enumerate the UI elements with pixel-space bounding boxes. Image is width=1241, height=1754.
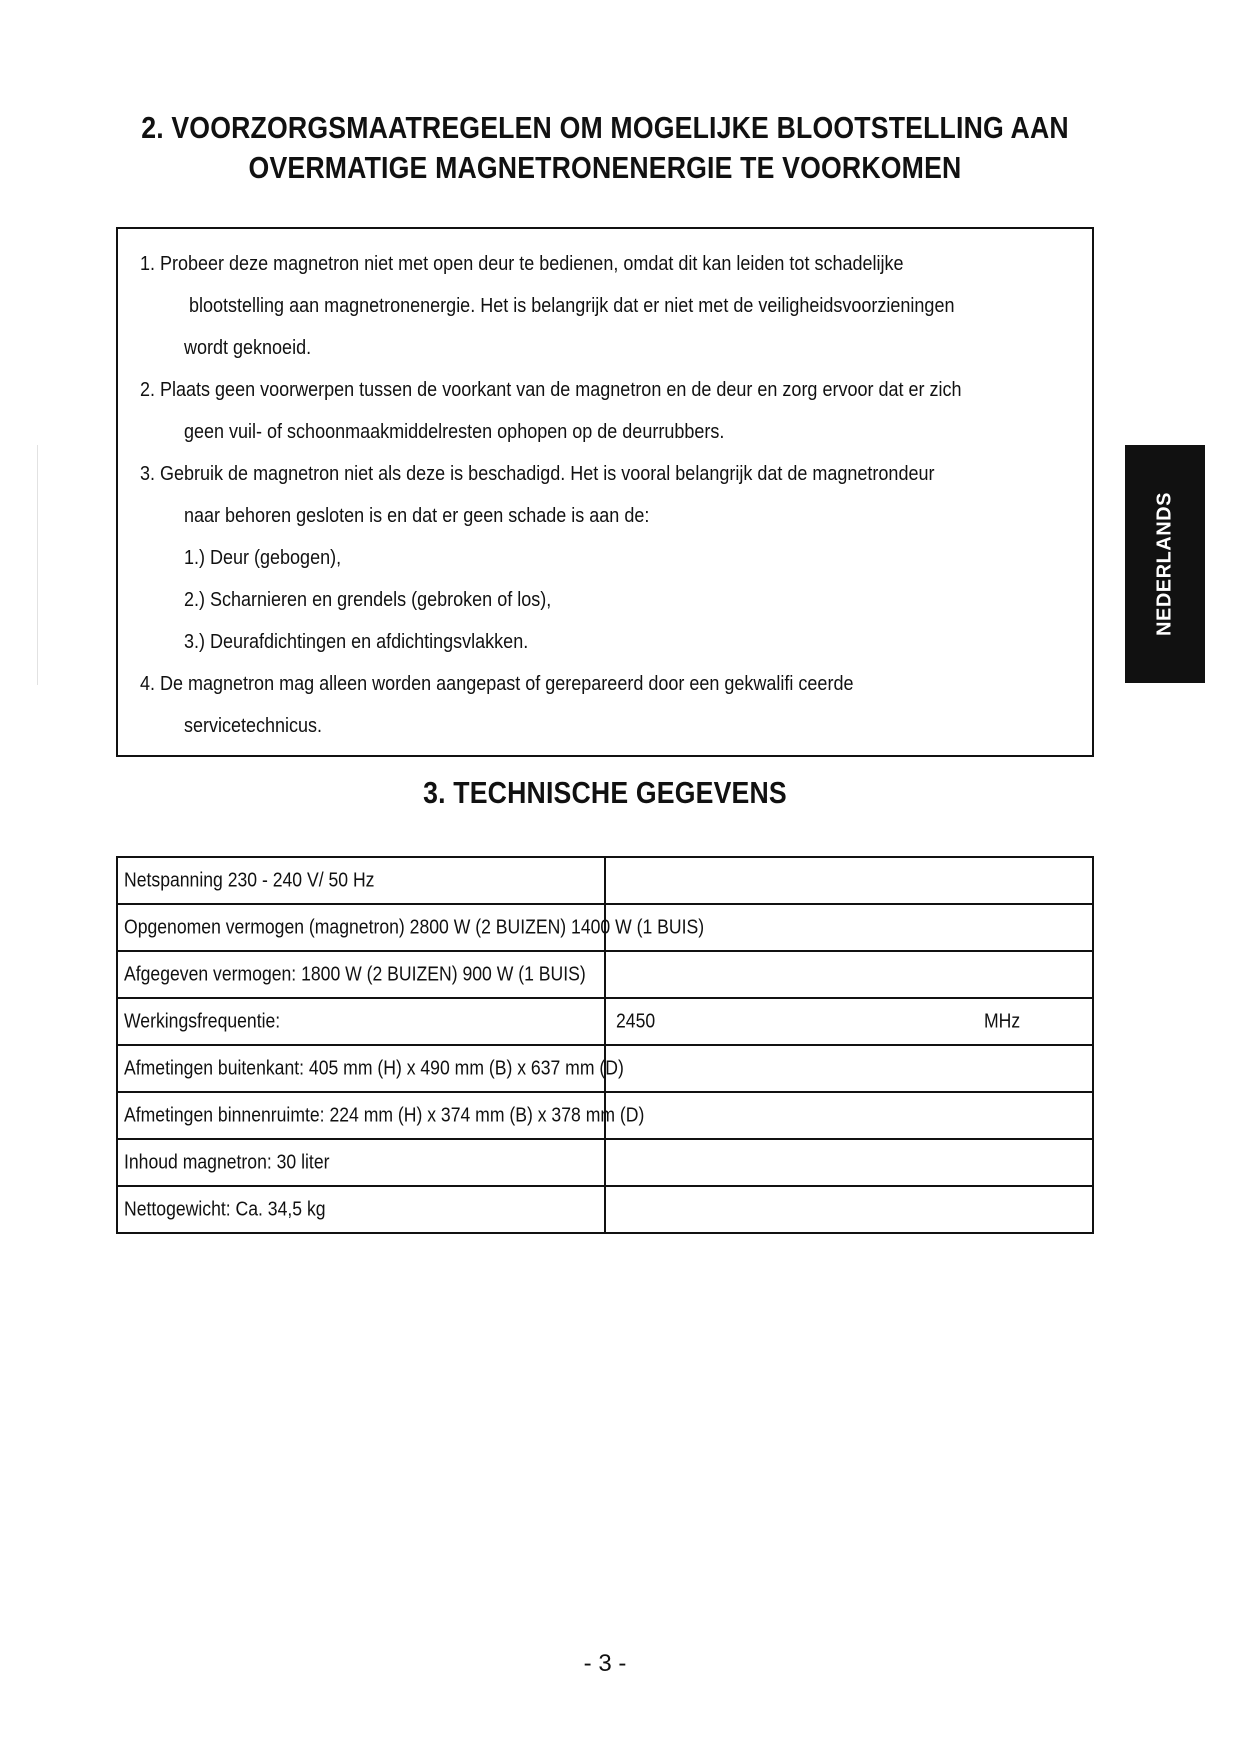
table-row (117, 998, 1093, 1045)
spec-label: Inhoud magnetron: 30 liter (124, 1151, 330, 1173)
spec-label: Opgenomen vermogen (magnetron) 2800 W (2 BUIZEN) 1400 W (1 BUIS) (124, 916, 705, 938)
table-row (117, 951, 1093, 998)
precaution-line: servicetechnicus. (184, 715, 323, 737)
section2-title-line1: 2. VOORZORGSMAATREGELEN OM MOGELIJKE BLOOTSTELLING AAN (141, 110, 1069, 145)
table-row (117, 857, 1093, 904)
precaution-line: geen vuil- of schoonmaakmiddelresten ophopen op de deurrubbers. (184, 421, 725, 443)
precaution-line: 2. Plaats geen voorwerpen tussen de voorkant van de magnetron en de deur en zorg ervoor dat er zich (140, 379, 962, 401)
table-row (117, 1045, 1093, 1092)
section2-title-line2: OVERMATIGE MAGNETRONENERGIE TE VOORKOMEN (248, 150, 962, 185)
margin-scan-mark (37, 445, 38, 685)
spec-label: Afmetingen binnenruimte: 224 mm (H) x 374 mm (B) x 378 mm (D) (124, 1104, 645, 1126)
precaution-subitem: 1.) Deur (gebogen), (184, 547, 342, 569)
spec-label: Afmetingen buitenkant: 405 mm (H) x 490 mm (B) x 637 mm (D) (124, 1057, 624, 1079)
spec-label: Werkingsfrequentie: (124, 1010, 281, 1032)
precaution-subitem: 3.) Deurafdichtingen en afdichtingsvlakken. (184, 631, 529, 653)
precaution-line: naar behoren gesloten is en dat er geen schade is aan de: (184, 505, 650, 527)
spec-label: Netspanning 230 - 240 V/ 50 Hz (124, 869, 375, 891)
spec-label: Afgegeven vermogen: 1800 W (2 BUIZEN) 900 W (1 BUIS) (124, 963, 586, 985)
table-row (117, 1092, 1093, 1139)
section3-title: 3. TECHNISCHE GEGEVENS (423, 775, 787, 810)
language-tab-label: NEDERLANDS (1153, 492, 1176, 636)
spec-value: 2450 (616, 1010, 656, 1032)
spec-unit: MHz (984, 1010, 1021, 1032)
table-row (117, 904, 1093, 951)
table-row (117, 1186, 1093, 1233)
precaution-line: wordt geknoeid. (184, 337, 312, 359)
precaution-line: 4. De magnetron mag alleen worden aangepast of gerepareerd door een gekwalifi ceerde (140, 673, 854, 695)
precautions-box (116, 227, 1094, 757)
precaution-subitem: 2.) Scharnieren en grendels (gebroken of los), (184, 589, 552, 611)
precaution-line: blootstelling aan magnetronenergie. Het is belangrijk dat er niet met de veiligheidsvoorzieningen (189, 295, 955, 317)
page-number: - 3 - (583, 1650, 627, 1677)
precaution-line: 3. Gebruik de magnetron niet als deze is beschadigd. Het is vooral belangrijk dat de magnetrondeur (140, 463, 935, 485)
spec-table (116, 856, 1094, 1234)
precaution-line: 1. Probeer deze magnetron niet met open deur te bedienen, omdat dit kan leiden tot schadelijke (140, 253, 904, 275)
table-row (117, 1139, 1093, 1186)
spec-label: Nettogewicht: Ca. 34,5 kg (124, 1198, 326, 1220)
language-tab (1125, 445, 1205, 683)
